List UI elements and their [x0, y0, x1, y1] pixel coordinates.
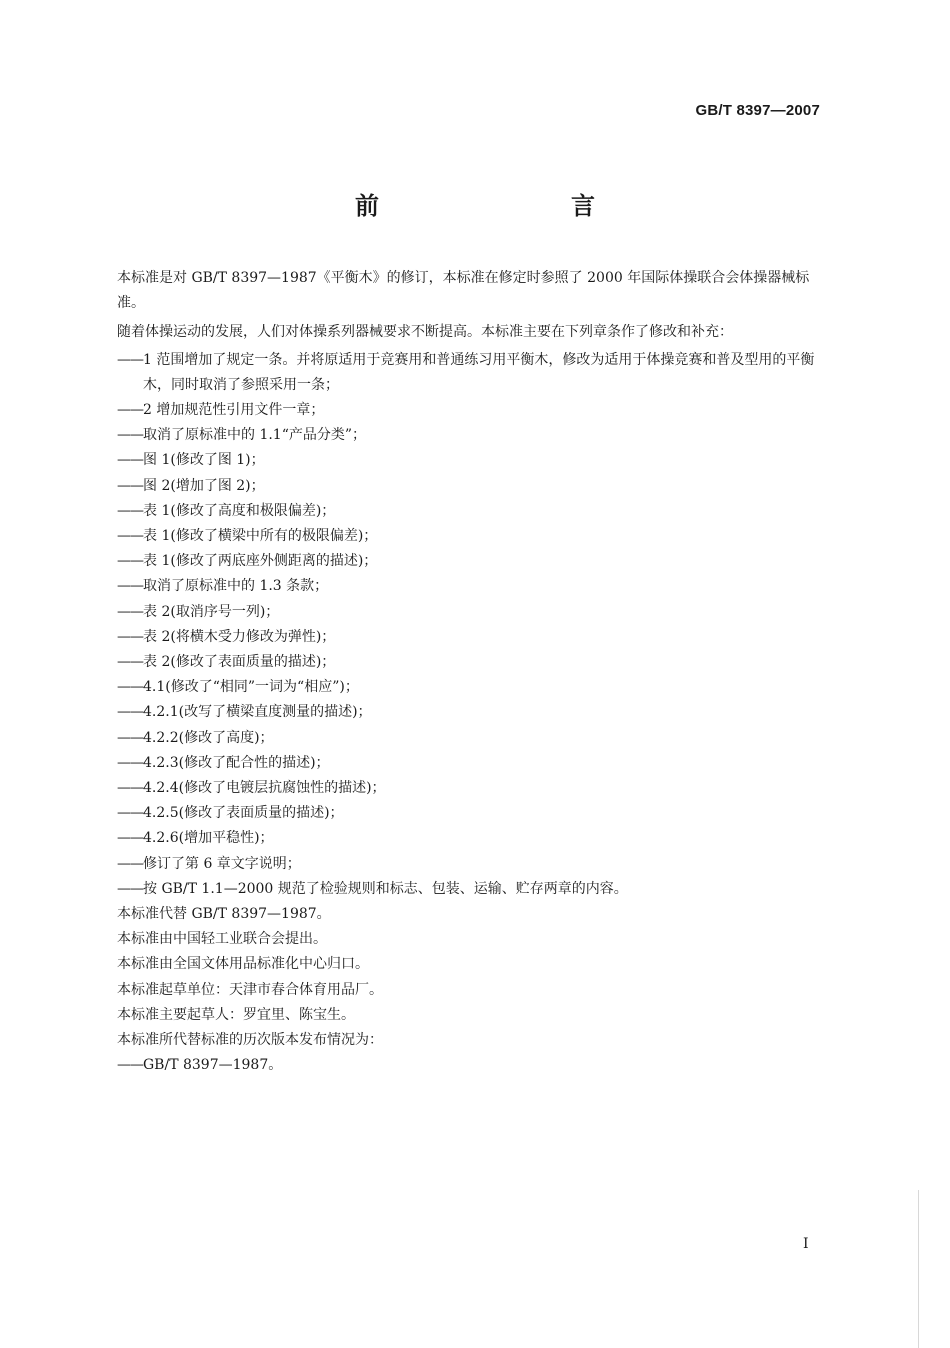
- list-item-text: 表 1(修改了高度和极限偏差)；: [143, 502, 336, 519]
- list-item: [117, 852, 822, 877]
- list-item-text: 2 增加规范性引用文件一章；: [143, 402, 325, 419]
- intro-paragraph-1-text: 本标准是对 GB/T 8397—1987《平衡木》的修订，本标准在修定时参照了 2000 年国际体操联合会体操器械标准。: [117, 270, 810, 312]
- statement: 本标准由中国轻工业联合会提出。: [117, 931, 327, 948]
- list-item: [117, 499, 822, 524]
- list-item-text: 修订了第 6 章文字说明；: [143, 855, 301, 872]
- history-item: [117, 1053, 822, 1078]
- list-item: [117, 826, 822, 851]
- dash-mark: ——: [117, 603, 143, 620]
- list-item-text: 表 1(修改了横梁中所有的极限偏差)；: [143, 528, 378, 545]
- change-list: [117, 348, 822, 902]
- list-item-text: 按 GB/T 1.1—2000 规范了检验规则和标志、包装、运输、贮存两章的内容。: [143, 880, 628, 897]
- dash-mark: ——: [117, 754, 143, 771]
- list-item-text: 4.1(修改了“相同”一词为“相应”)；: [143, 679, 359, 696]
- list-item-text: 1 范围增加了规定一条。并将原适用于竞赛用和普通练习用平衡木，修改为适用于体操竞赛和普及型用的平衡木，同时取消了参照采用一条；: [143, 351, 815, 393]
- dash-mark: ——: [117, 654, 143, 671]
- list-item: [117, 675, 822, 700]
- list-item-text: 4.2.2(修改了高度)；: [143, 729, 274, 746]
- list-item-text: 取消了原标准中的 1.1“产品分类”；: [143, 427, 367, 444]
- list-item: [117, 877, 822, 902]
- dash-mark: ——: [117, 880, 143, 897]
- list-item: [117, 524, 822, 549]
- list-item: [117, 398, 822, 423]
- list-item-text: 4.2.4(修改了电镀层抗腐蚀性的描述)；: [143, 780, 386, 797]
- list-item: [117, 348, 822, 398]
- list-item: [117, 625, 822, 650]
- dash-mark: ——: [117, 628, 143, 645]
- list-item-text: 图 1(修改了图 1)；: [143, 452, 265, 469]
- statement: 本标准主要起草人：罗宜里、陈宝生。: [117, 1006, 355, 1023]
- list-item: [117, 549, 822, 574]
- list-item-text: 图 2(增加了图 2)；: [143, 477, 265, 494]
- list-item-text: 4.2.3(修改了配合性的描述)；: [143, 754, 330, 771]
- history-item-text: GB/T 8397—1987。: [143, 1057, 283, 1074]
- list-item-text: 4.2.1(改写了横梁直度测量的描述)；: [143, 704, 372, 721]
- dash-mark: ——: [117, 830, 143, 847]
- list-item: [117, 600, 822, 625]
- list-item-text: 表 2(将横木受力修改为弹性)；: [143, 628, 336, 645]
- statement-list: [117, 902, 822, 1053]
- dash-mark: ——: [117, 452, 143, 469]
- dash-mark: ——: [117, 805, 143, 822]
- list-item: [117, 776, 822, 801]
- statement: 本标准由全国文体用品标准化中心归口。: [117, 956, 369, 973]
- list-item: [117, 650, 822, 675]
- dash-mark: ——: [117, 351, 143, 368]
- statement: 本标准起草单位：天津市春合体育用品厂。: [117, 981, 383, 998]
- document-body: [117, 266, 822, 1079]
- list-item: [117, 423, 822, 448]
- standard-code: GB/T 8397—2007: [695, 102, 820, 119]
- list-item-text: 表 2(修改了表面质量的描述)；: [143, 654, 336, 671]
- list-item: [117, 751, 822, 776]
- statement: 本标准所代替标准的历次版本发布情况为：: [117, 1032, 383, 1049]
- page-title: 前 言: [355, 192, 643, 220]
- list-item: [117, 700, 822, 725]
- list-item-text: 4.2.5(修改了表面质量的描述)；: [143, 805, 344, 822]
- list-item-text: 4.2.6(增加平稳性)；: [143, 830, 274, 847]
- intro-paragraph-2-text: 随着体操运动的发展，人们对体操系列器械要求不断提高。本标准主要在下列章条作了修改和补充：: [117, 324, 733, 341]
- dash-mark: ——: [117, 578, 143, 595]
- list-item-text: 表 2(取消序号一列)；: [143, 603, 280, 620]
- list-item-text: 取消了原标准中的 1.3 条款；: [143, 578, 329, 595]
- list-item-text: 表 1(修改了两底座外侧距离的描述)；: [143, 553, 378, 570]
- dash-mark: ——: [117, 427, 143, 444]
- intro-paragraph-1: [117, 266, 822, 316]
- dash-mark: ——: [117, 528, 143, 545]
- list-item: [117, 801, 822, 826]
- dash-mark: ——: [117, 402, 143, 419]
- list-item: [117, 448, 822, 473]
- dash-mark: ——: [117, 729, 143, 746]
- statement: 本标准代替 GB/T 8397—1987。: [117, 906, 331, 923]
- dash-mark: ——: [117, 780, 143, 797]
- list-item: [117, 726, 822, 751]
- dash-mark: ——: [117, 679, 143, 696]
- dash-mark: ——: [117, 477, 143, 494]
- scan-edge-line: [918, 1190, 919, 1348]
- dash-mark: ——: [117, 704, 143, 721]
- intro-paragraph-2: [117, 320, 822, 345]
- dash-mark: ——: [117, 855, 143, 872]
- list-item: [117, 574, 822, 599]
- dash-mark: ——: [117, 1057, 143, 1074]
- dash-mark: ——: [117, 502, 143, 519]
- page-number: I: [803, 1236, 809, 1252]
- list-item: [117, 474, 822, 499]
- dash-mark: ——: [117, 553, 143, 570]
